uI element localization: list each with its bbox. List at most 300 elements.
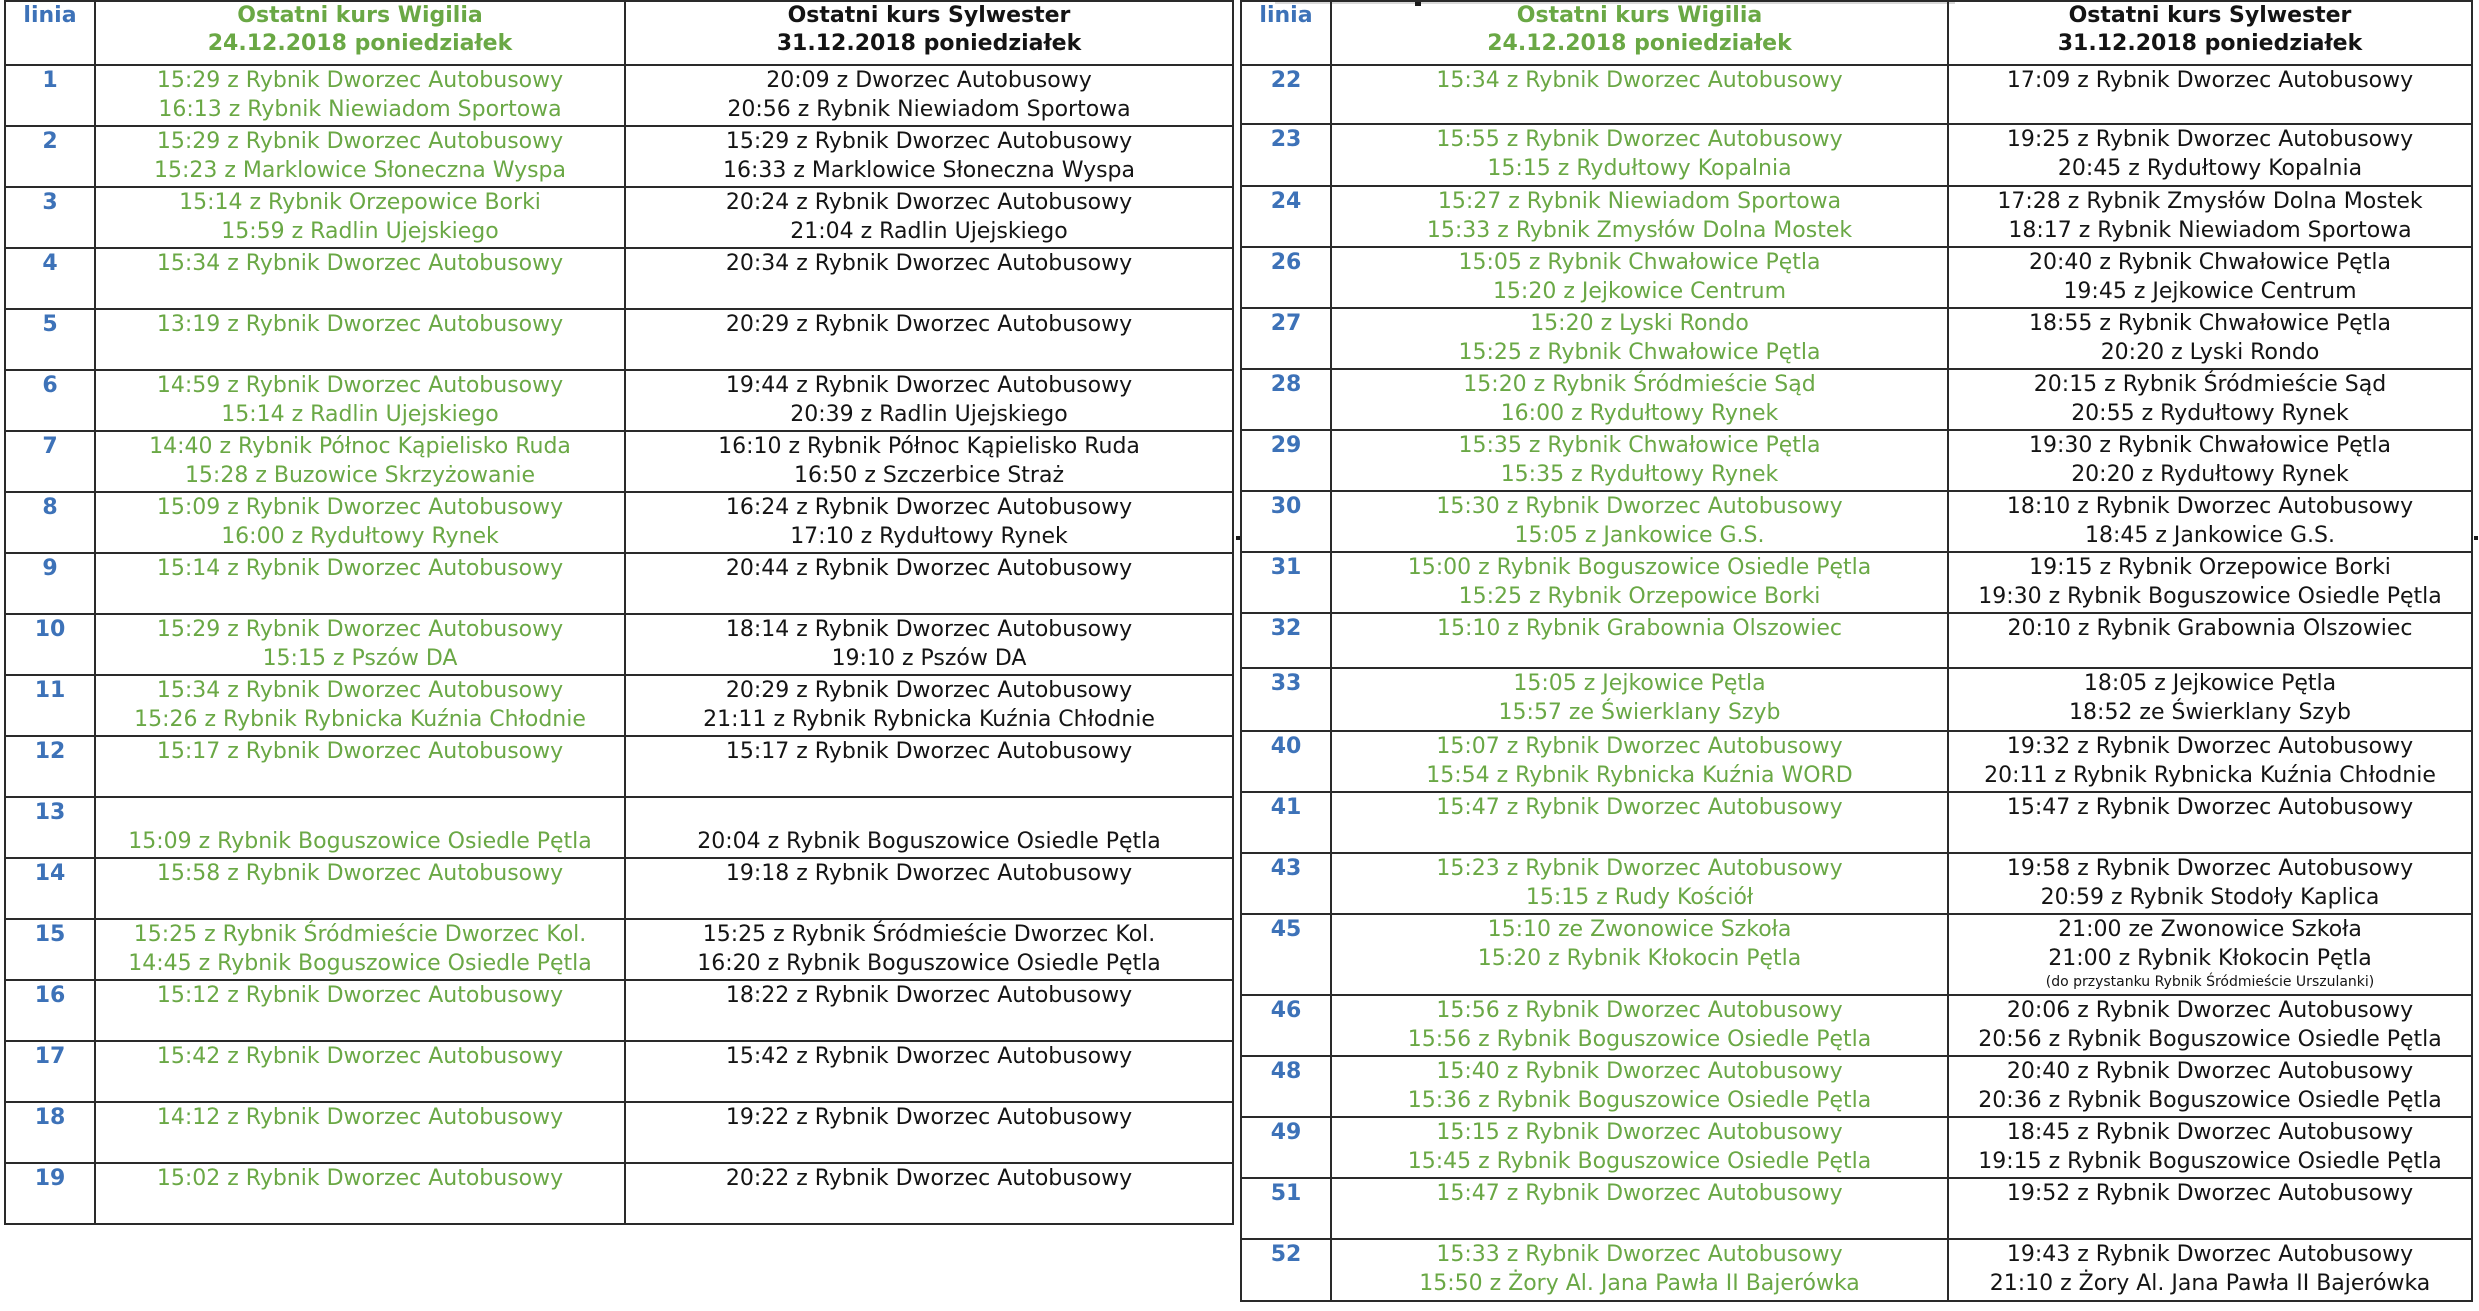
line-number-cell bbox=[1241, 914, 1331, 995]
sylwester-departure: 20:40 z Rybnik Dworzec Autobusowy bbox=[2006, 1059, 2414, 1084]
wigilia-departure: 15:54 z Rybnik Rybnicka Kuźnia WORD bbox=[1426, 763, 1853, 788]
wigilia-cell bbox=[1331, 65, 1948, 124]
table-row bbox=[1241, 186, 2472, 247]
wigilia-departure: 15:10 z Rybnik Grabownia Olszowiec bbox=[1437, 616, 1842, 641]
wigilia-departure: 15:20 z Rybnik Kłokocin Pętla bbox=[1477, 946, 1802, 971]
sylwester-departure: 20:29 z Rybnik Dworzec Autobusowy bbox=[725, 678, 1133, 703]
sylwester-departure: 19:32 z Rybnik Dworzec Autobusowy bbox=[2006, 734, 2414, 759]
wigilia-cell bbox=[1331, 491, 1948, 552]
wigilia-departure: 15:28 z Buzowice Skrzyżowanie bbox=[184, 463, 536, 488]
route-note: (do przystanku Rybnik Śródmieście Urszulanki) bbox=[2045, 974, 2375, 990]
sylwester-departure: 19:44 z Rybnik Dworzec Autobusowy bbox=[725, 373, 1133, 398]
line-number-cell bbox=[1241, 792, 1331, 853]
line-number-cell bbox=[1241, 668, 1331, 731]
table-row bbox=[5, 553, 1233, 614]
line-number-cell bbox=[1241, 247, 1331, 308]
wigilia-departure: 15:15 z Rudy Kościół bbox=[1525, 885, 1754, 910]
line-number-cell bbox=[5, 1163, 95, 1224]
line-number: 49 bbox=[1270, 1120, 1302, 1145]
sylwester-cell bbox=[1948, 668, 2472, 731]
wigilia-departure: 15:56 z Rybnik Boguszowice Osiedle Pętla bbox=[1407, 1027, 1872, 1052]
sylwester-departure: 20:11 z Rybnik Rybnicka Kuźnia Chłodnie bbox=[1984, 763, 2436, 788]
line-number: 23 bbox=[1270, 127, 1302, 152]
wigilia-departure: 15:20 z Rybnik Śródmieście Sąd bbox=[1463, 372, 1816, 397]
sylwester-cell bbox=[1948, 1178, 2472, 1239]
wigilia-departure: 15:57 ze Świerklany Szyb bbox=[1498, 700, 1781, 725]
wigilia-departure: 15:33 z Rybnik Dworzec Autobusowy bbox=[1436, 1242, 1843, 1267]
sylwester-departure: 15:25 z Rybnik Śródmieście Dworzec Kol. bbox=[702, 922, 1156, 947]
wigilia-departure: 15:56 z Rybnik Dworzec Autobusowy bbox=[1436, 998, 1843, 1023]
sylwester-departure: 21:00 ze Zwonowice Szkoła bbox=[2058, 917, 2362, 942]
sylwester-cell bbox=[1948, 613, 2472, 668]
wigilia-cell bbox=[1331, 995, 1948, 1056]
sylwester-departure: 20:59 z Rybnik Stodoły Kaplica bbox=[2040, 885, 2380, 910]
line-number-cell bbox=[1241, 1239, 1331, 1301]
sylwester-cell bbox=[625, 187, 1233, 248]
wigilia-cell bbox=[95, 1041, 625, 1102]
sylwester-departure: 20:56 z Rybnik Boguszowice Osiedle Pętla bbox=[1978, 1027, 2442, 1052]
sylwester-departure: 20:20 z Lyski Rondo bbox=[2100, 340, 2320, 365]
wigilia-departure: 15:27 z Rybnik Niewiadom Sportowa bbox=[1437, 189, 1842, 214]
sylwester-cell bbox=[625, 1102, 1233, 1163]
line-number-cell bbox=[1241, 369, 1331, 430]
sylwester-departure: 20:15 z Rybnik Śródmieście Sąd bbox=[2033, 372, 2387, 397]
line-number-cell bbox=[1241, 491, 1331, 552]
line-number: 2 bbox=[42, 129, 58, 154]
line-number: 17 bbox=[34, 1044, 66, 1069]
sylwester-cell bbox=[1948, 1056, 2472, 1117]
wigilia-cell bbox=[1331, 1239, 1948, 1301]
sylwester-cell bbox=[625, 675, 1233, 736]
wigilia-departure: 15:09 z Rybnik Boguszowice Osiedle Pętla bbox=[128, 829, 592, 854]
line-number-cell bbox=[5, 65, 95, 126]
wigilia-cell bbox=[95, 431, 625, 492]
line-number-cell bbox=[5, 858, 95, 919]
line-number: 52 bbox=[1270, 1242, 1302, 1267]
wigilia-departure: 15:05 z Jankowice G.S. bbox=[1514, 523, 1765, 548]
line-number: 24 bbox=[1270, 189, 1302, 214]
line-number-cell bbox=[5, 126, 95, 187]
line-number: 12 bbox=[34, 739, 66, 764]
header-line: linia bbox=[1241, 1, 1331, 65]
table-row bbox=[1241, 552, 2472, 613]
sylwester-departure: 16:33 z Marklowice Słoneczna Wyspa bbox=[723, 158, 1135, 183]
table-row bbox=[5, 1041, 1233, 1102]
header-sylwester: Ostatni kurs Sylwester 31.12.2018 poniedziałek bbox=[625, 1, 1233, 65]
wigilia-departure: 16:13 z Rybnik Niewiadom Sportowa bbox=[158, 97, 562, 122]
sylwester-departure: 21:04 z Radlin Ujejskiego bbox=[790, 219, 1068, 244]
sylwester-departure: 20:29 z Rybnik Dworzec Autobusowy bbox=[725, 312, 1133, 337]
sylwester-departure: 17:10 z Rydułtowy Rynek bbox=[790, 524, 1068, 549]
table-row bbox=[5, 858, 1233, 919]
table-row bbox=[1241, 430, 2472, 491]
sylwester-cell bbox=[625, 1041, 1233, 1102]
wigilia-cell bbox=[95, 65, 625, 126]
wigilia-departure: 15:36 z Rybnik Boguszowice Osiedle Pętla bbox=[1407, 1088, 1872, 1113]
wigilia-cell bbox=[1331, 552, 1948, 613]
sylwester-cell bbox=[625, 126, 1233, 187]
sylwester-cell bbox=[1948, 247, 2472, 308]
table-row bbox=[1241, 124, 2472, 186]
sylwester-departure: 18:45 z Rybnik Dworzec Autobusowy bbox=[2006, 1120, 2414, 1145]
sylwester-cell bbox=[1948, 1239, 2472, 1301]
wigilia-departure: 15:55 z Rybnik Dworzec Autobusowy bbox=[1436, 127, 1843, 152]
sylwester-departure: 15:42 z Rybnik Dworzec Autobusowy bbox=[725, 1044, 1133, 1069]
wigilia-departure: 15:02 z Rybnik Dworzec Autobusowy bbox=[156, 1166, 564, 1191]
sylwester-cell bbox=[625, 614, 1233, 675]
wigilia-cell bbox=[95, 553, 625, 614]
line-number: 16 bbox=[34, 983, 66, 1008]
line-number: 7 bbox=[42, 434, 58, 459]
table-row bbox=[1241, 613, 2472, 668]
wigilia-departure: 15:50 z Żory Al. Jana Pawła II Bajerówka bbox=[1419, 1271, 1860, 1296]
line-number: 19 bbox=[34, 1166, 66, 1191]
wigilia-cell bbox=[1331, 731, 1948, 792]
table-row bbox=[1241, 1056, 2472, 1117]
sylwester-departure: 18:17 z Rybnik Niewiadom Sportowa bbox=[2008, 218, 2412, 243]
table-row bbox=[5, 980, 1233, 1041]
sylwester-departure: 19:15 z Rybnik Boguszowice Osiedle Pętla bbox=[1978, 1149, 2442, 1174]
line-number: 40 bbox=[1270, 734, 1302, 759]
scan-dot bbox=[2474, 536, 2478, 540]
schedule-table-left bbox=[4, 0, 1234, 1225]
wigilia-departure: 15:10 ze Zwonowice Szkoła bbox=[1487, 917, 1792, 942]
line-number-cell bbox=[1241, 995, 1331, 1056]
table-row bbox=[5, 1163, 1233, 1224]
sylwester-departure: 17:09 z Rybnik Dworzec Autobusowy bbox=[2006, 68, 2414, 93]
sylwester-cell bbox=[625, 1163, 1233, 1224]
sylwester-departure: 16:24 z Rybnik Dworzec Autobusowy bbox=[725, 495, 1133, 520]
sylwester-departure: 20:39 z Radlin Ujejskiego bbox=[790, 402, 1068, 427]
wigilia-cell bbox=[95, 797, 625, 858]
sylwester-cell bbox=[625, 492, 1233, 553]
table-row bbox=[1241, 1239, 2472, 1301]
line-number-cell bbox=[1241, 308, 1331, 369]
table-row bbox=[1241, 369, 2472, 430]
sylwester-cell bbox=[1948, 124, 2472, 186]
wigilia-cell bbox=[95, 1163, 625, 1224]
wigilia-cell bbox=[1331, 186, 1948, 247]
sylwester-cell bbox=[625, 797, 1233, 858]
table-row bbox=[5, 309, 1233, 370]
sylwester-departure: 18:52 ze Świerklany Szyb bbox=[2069, 700, 2351, 725]
sylwester-departure: 20:45 z Rydułtowy Kopalnia bbox=[2057, 156, 2363, 181]
wigilia-departure: 15:29 z Rybnik Dworzec Autobusowy bbox=[156, 129, 564, 154]
sylwester-cell bbox=[625, 919, 1233, 980]
sylwester-cell bbox=[1948, 552, 2472, 613]
line-number-cell bbox=[5, 370, 95, 431]
line-number-cell bbox=[5, 1102, 95, 1163]
sylwester-departure: 20:06 z Rybnik Dworzec Autobusowy bbox=[2006, 998, 2414, 1023]
line-number: 13 bbox=[34, 800, 66, 825]
line-number: 28 bbox=[1270, 372, 1302, 397]
header-wigilia: Ostatni kurs Wigilia 24.12.2018 poniedziałek bbox=[1331, 1, 1948, 65]
wigilia-departure: 15:35 z Rybnik Chwałowice Pętla bbox=[1458, 433, 1821, 458]
wigilia-departure: 15:35 z Rydułtowy Rynek bbox=[1500, 462, 1779, 487]
table-row bbox=[5, 736, 1233, 797]
line-number: 29 bbox=[1270, 433, 1302, 458]
line-number: 45 bbox=[1270, 917, 1302, 942]
line-number: 9 bbox=[42, 556, 58, 581]
line-number-cell bbox=[1241, 65, 1331, 124]
sylwester-departure: 20:20 z Rydułtowy Rynek bbox=[2071, 462, 2349, 487]
wigilia-departure: 15:42 z Rybnik Dworzec Autobusowy bbox=[156, 1044, 564, 1069]
wigilia-departure: 15:30 z Rybnik Dworzec Autobusowy bbox=[1436, 494, 1843, 519]
wigilia-departure: 15:15 z Pszów DA bbox=[262, 646, 458, 671]
wigilia-departure: 15:14 z Rybnik Dworzec Autobusowy bbox=[156, 556, 564, 581]
wigilia-departure: 15:25 z Rybnik Śródmieście Dworzec Kol. bbox=[133, 922, 587, 947]
sylwester-departure: 18:45 z Jankowice G.S. bbox=[2085, 523, 2335, 548]
line-number-cell bbox=[1241, 186, 1331, 247]
line-number-cell bbox=[5, 980, 95, 1041]
sylwester-departure: 19:30 z Rybnik Chwałowice Pętla bbox=[2028, 433, 2392, 458]
wigilia-departure: 15:20 z Jejkowice Centrum bbox=[1492, 279, 1787, 304]
line-number-cell bbox=[5, 1041, 95, 1102]
sylwester-cell bbox=[1948, 914, 2472, 995]
line-number-cell bbox=[1241, 613, 1331, 668]
line-number-cell bbox=[1241, 430, 1331, 491]
wigilia-cell bbox=[95, 187, 625, 248]
sylwester-departure: 16:20 z Rybnik Boguszowice Osiedle Pętla bbox=[697, 951, 1161, 976]
wigilia-cell bbox=[1331, 613, 1948, 668]
wigilia-departure: 15:29 z Rybnik Dworzec Autobusowy bbox=[156, 617, 564, 642]
line-number-cell bbox=[5, 309, 95, 370]
table-row bbox=[5, 797, 1233, 858]
sylwester-departure: 19:15 z Rybnik Orzepowice Borki bbox=[2029, 555, 2391, 580]
line-number: 48 bbox=[1270, 1059, 1302, 1084]
sylwester-cell bbox=[1948, 792, 2472, 853]
wigilia-departure: 15:05 z Jejkowice Pętla bbox=[1513, 671, 1766, 696]
line-number: 5 bbox=[42, 312, 58, 337]
line-number-cell bbox=[1241, 1117, 1331, 1178]
table-row bbox=[1241, 491, 2472, 552]
sylwester-departure: 18:22 z Rybnik Dworzec Autobusowy bbox=[725, 983, 1133, 1008]
sylwester-cell bbox=[625, 370, 1233, 431]
table-row bbox=[1241, 853, 2472, 914]
sylwester-departure: 20:22 z Rybnik Dworzec Autobusowy bbox=[725, 1166, 1133, 1191]
wigilia-departure: 15:17 z Rybnik Dworzec Autobusowy bbox=[156, 739, 564, 764]
sylwester-departure: 20:36 z Rybnik Boguszowice Osiedle Pętla bbox=[1978, 1088, 2442, 1113]
wigilia-departure: 16:00 z Rydułtowy Rynek bbox=[1500, 401, 1779, 426]
line-number-cell bbox=[5, 431, 95, 492]
table-row bbox=[5, 492, 1233, 553]
sylwester-departure: 21:11 z Rybnik Rybnicka Kuźnia Chłodnie bbox=[703, 707, 1155, 732]
wigilia-departure: 15:47 z Rybnik Dworzec Autobusowy bbox=[1436, 1181, 1843, 1206]
table-row bbox=[1241, 1178, 2472, 1239]
table-row bbox=[5, 675, 1233, 736]
sylwester-cell bbox=[625, 248, 1233, 309]
wigilia-departure: 16:00 z Rydułtowy Rynek bbox=[221, 524, 499, 549]
sylwester-departure: 15:47 z Rybnik Dworzec Autobusowy bbox=[2006, 795, 2414, 820]
wigilia-cell bbox=[95, 614, 625, 675]
wigilia-cell bbox=[95, 675, 625, 736]
line-number: 46 bbox=[1270, 998, 1302, 1023]
table-row bbox=[1241, 65, 2472, 124]
line-number: 11 bbox=[34, 678, 66, 703]
wigilia-departure: 15:14 z Radlin Ujejskiego bbox=[221, 402, 499, 427]
wigilia-departure: 14:12 z Rybnik Dworzec Autobusowy bbox=[156, 1105, 564, 1130]
table-row bbox=[5, 248, 1233, 309]
wigilia-cell bbox=[95, 858, 625, 919]
wigilia-cell bbox=[1331, 369, 1948, 430]
wigilia-departure: 14:59 z Rybnik Dworzec Autobusowy bbox=[156, 373, 564, 398]
wigilia-cell bbox=[1331, 1117, 1948, 1178]
line-number-cell bbox=[5, 675, 95, 736]
sylwester-departure: 20:56 z Rybnik Niewiadom Sportowa bbox=[727, 97, 1131, 122]
table-row bbox=[1241, 792, 2472, 853]
wigilia-departure: 15:15 z Rybnik Dworzec Autobusowy bbox=[1436, 1120, 1843, 1145]
header-sylwester: Ostatni kurs Sylwester 31.12.2018 poniedziałek bbox=[1948, 1, 2472, 65]
wigilia-departure: 15:15 z Rydułtowy Kopalnia bbox=[1487, 156, 1792, 181]
sylwester-departure: 20:44 z Rybnik Dworzec Autobusowy bbox=[725, 556, 1133, 581]
line-number: 33 bbox=[1270, 671, 1302, 696]
sylwester-cell bbox=[625, 65, 1233, 126]
line-number-cell bbox=[1241, 124, 1331, 186]
sylwester-departure: 19:10 z Pszów DA bbox=[831, 646, 1027, 671]
wigilia-departure: 15:33 z Rybnik Zmysłów Dolna Mostek bbox=[1426, 218, 1853, 243]
wigilia-cell bbox=[1331, 430, 1948, 491]
line-number: 31 bbox=[1270, 555, 1302, 580]
sylwester-cell bbox=[1948, 65, 2472, 124]
wigilia-cell bbox=[95, 492, 625, 553]
sylwester-cell bbox=[625, 553, 1233, 614]
line-number: 43 bbox=[1270, 856, 1302, 881]
line-number-cell bbox=[5, 736, 95, 797]
wigilia-departure: 15:26 z Rybnik Rybnicka Kuźnia Chłodnie bbox=[134, 707, 586, 732]
table-row bbox=[1241, 914, 2472, 995]
wigilia-cell bbox=[95, 919, 625, 980]
sylwester-departure: 18:05 z Jejkowice Pętla bbox=[2083, 671, 2337, 696]
sylwester-departure: 19:45 z Jejkowice Centrum bbox=[2063, 279, 2357, 304]
wigilia-departure: 15:59 z Radlin Ujejskiego bbox=[221, 219, 499, 244]
sylwester-departure: 17:28 z Rybnik Zmysłów Dolna Mostek bbox=[1997, 189, 2423, 214]
table-row bbox=[5, 187, 1233, 248]
line-number: 22 bbox=[1270, 68, 1302, 93]
sylwester-cell bbox=[1948, 1117, 2472, 1178]
sylwester-departure: 20:34 z Rybnik Dworzec Autobusowy bbox=[725, 251, 1133, 276]
sylwester-departure: 20:55 z Rydułtowy Rynek bbox=[2071, 401, 2349, 426]
sylwester-cell bbox=[1948, 853, 2472, 914]
sylwester-departure: 19:22 z Rybnik Dworzec Autobusowy bbox=[725, 1105, 1133, 1130]
line-number-cell bbox=[1241, 731, 1331, 792]
wigilia-departure: 15:29 z Rybnik Dworzec Autobusowy bbox=[156, 68, 564, 93]
line-number-cell bbox=[5, 248, 95, 309]
wigilia-departure: 15:34 z Rybnik Dworzec Autobusowy bbox=[156, 251, 564, 276]
sylwester-cell bbox=[625, 736, 1233, 797]
line-number: 10 bbox=[34, 617, 66, 642]
sylwester-cell bbox=[625, 980, 1233, 1041]
line-number: 6 bbox=[42, 373, 58, 398]
sylwester-cell bbox=[1948, 186, 2472, 247]
line-number-cell bbox=[5, 492, 95, 553]
sylwester-cell bbox=[1948, 430, 2472, 491]
line-number: 41 bbox=[1270, 795, 1302, 820]
sylwester-cell bbox=[1948, 731, 2472, 792]
wigilia-departure: 15:34 z Rybnik Dworzec Autobusowy bbox=[1436, 68, 1843, 93]
sylwester-cell bbox=[625, 309, 1233, 370]
wigilia-departure: 15:58 z Rybnik Dworzec Autobusowy bbox=[156, 861, 564, 886]
sylwester-departure: 18:55 z Rybnik Chwałowice Pętla bbox=[2028, 311, 2392, 336]
wigilia-cell bbox=[1331, 1178, 1948, 1239]
line-number: 1 bbox=[42, 68, 58, 93]
sylwester-departure: 19:18 z Rybnik Dworzec Autobusowy bbox=[725, 861, 1133, 886]
line-number: 14 bbox=[34, 861, 66, 886]
wigilia-departure: 15:40 z Rybnik Dworzec Autobusowy bbox=[1436, 1059, 1843, 1084]
sylwester-departure: 20:04 z Rybnik Boguszowice Osiedle Pętla bbox=[697, 829, 1161, 854]
wigilia-cell bbox=[95, 1102, 625, 1163]
line-number: 51 bbox=[1270, 1181, 1302, 1206]
table-row bbox=[5, 614, 1233, 675]
wigilia-cell bbox=[1331, 1056, 1948, 1117]
wigilia-departure: 14:40 z Rybnik Północ Kąpielisko Ruda bbox=[149, 434, 571, 459]
sylwester-departure: 18:10 z Rybnik Dworzec Autobusowy bbox=[2006, 494, 2414, 519]
sylwester-departure: 19:58 z Rybnik Dworzec Autobusowy bbox=[2006, 856, 2414, 881]
line-number: 4 bbox=[42, 251, 58, 276]
wigilia-departure: 15:25 z Rybnik Orzepowice Borki bbox=[1458, 584, 1821, 609]
line-number-cell bbox=[1241, 853, 1331, 914]
wigilia-cell bbox=[1331, 853, 1948, 914]
table-row bbox=[5, 919, 1233, 980]
sylwester-departure: 20:10 z Rybnik Grabownia Olszowiec bbox=[2007, 616, 2413, 641]
sylwester-departure bbox=[630, 798, 1228, 827]
sylwester-cell bbox=[1948, 369, 2472, 430]
sylwester-departure: 20:09 z Dworzec Autobusowy bbox=[766, 68, 1092, 93]
wigilia-cell bbox=[1331, 124, 1948, 186]
wigilia-cell bbox=[95, 370, 625, 431]
wigilia-cell bbox=[95, 736, 625, 797]
line-number-cell bbox=[1241, 1178, 1331, 1239]
wigilia-departure bbox=[100, 798, 620, 827]
table-row bbox=[5, 126, 1233, 187]
header-line: linia bbox=[5, 1, 95, 65]
table-row bbox=[5, 65, 1233, 126]
sylwester-departure: 19:52 z Rybnik Dworzec Autobusowy bbox=[2006, 1181, 2414, 1206]
sylwester-departure: 19:43 z Rybnik Dworzec Autobusowy bbox=[2006, 1242, 2414, 1267]
line-number: 18 bbox=[34, 1105, 66, 1130]
wigilia-departure: 15:07 z Rybnik Dworzec Autobusowy bbox=[1436, 734, 1843, 759]
line-number-cell bbox=[5, 187, 95, 248]
table-row bbox=[1241, 308, 2472, 369]
table-row bbox=[1241, 1117, 2472, 1178]
wigilia-cell bbox=[95, 126, 625, 187]
line-number-cell bbox=[5, 797, 95, 858]
wigilia-departure: 15:34 z Rybnik Dworzec Autobusowy bbox=[156, 678, 564, 703]
wigilia-departure: 15:23 z Rybnik Dworzec Autobusowy bbox=[1436, 856, 1843, 881]
wigilia-cell bbox=[1331, 914, 1948, 995]
sylwester-departure: 21:00 z Rybnik Kłokocin Pętla bbox=[2048, 946, 2372, 971]
table-row bbox=[5, 1102, 1233, 1163]
line-number-cell bbox=[5, 614, 95, 675]
sylwester-departure: 19:30 z Rybnik Boguszowice Osiedle Pętla bbox=[1978, 584, 2442, 609]
line-number: 30 bbox=[1270, 494, 1302, 519]
wigilia-departure: 15:45 z Rybnik Boguszowice Osiedle Pętla bbox=[1407, 1149, 1872, 1174]
sylwester-departure: 20:40 z Rybnik Chwałowice Pętla bbox=[2028, 250, 2392, 275]
wigilia-cell bbox=[95, 309, 625, 370]
sylwester-departure: 16:50 z Szczerbice Straż bbox=[793, 463, 1065, 488]
wigilia-cell bbox=[1331, 247, 1948, 308]
table-row bbox=[1241, 668, 2472, 731]
line-number: 8 bbox=[42, 495, 58, 520]
sylwester-departure: 20:24 z Rybnik Dworzec Autobusowy bbox=[725, 190, 1133, 215]
wigilia-departure: 15:05 z Rybnik Chwałowice Pętla bbox=[1458, 250, 1821, 275]
wigilia-departure: 15:09 z Rybnik Dworzec Autobusowy bbox=[156, 495, 564, 520]
schedule-table-right bbox=[1240, 0, 2473, 1302]
table-row bbox=[5, 431, 1233, 492]
sylwester-cell bbox=[1948, 308, 2472, 369]
wigilia-departure: 15:23 z Marklowice Słoneczna Wyspa bbox=[154, 158, 566, 183]
line-number-cell bbox=[5, 553, 95, 614]
line-number: 15 bbox=[34, 922, 66, 947]
